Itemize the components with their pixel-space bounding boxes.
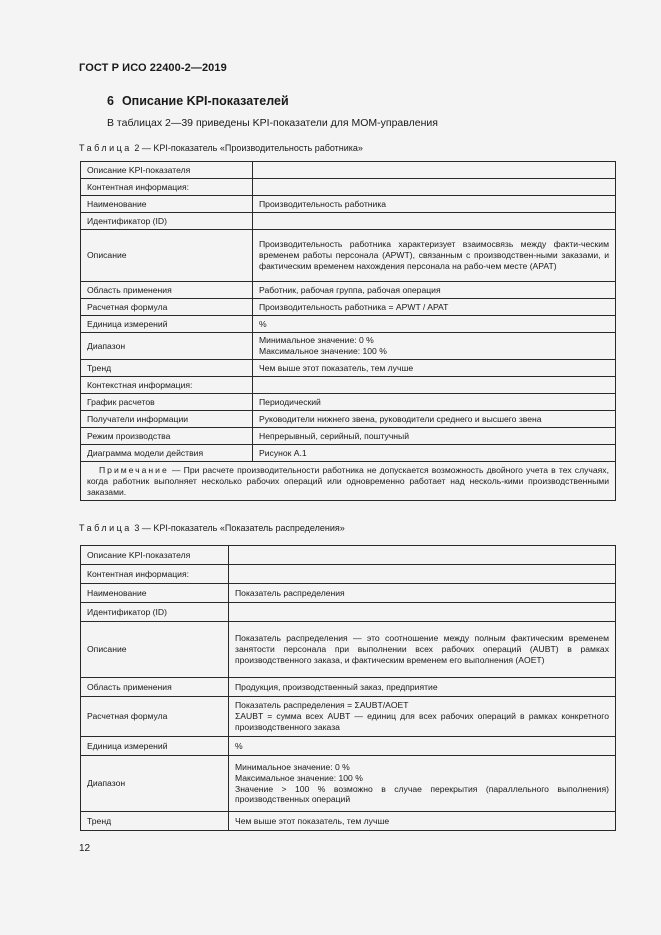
- row-value-cell: Руководители нижнего звена, руководители среднего и высшего звена: [253, 411, 616, 428]
- row-label-cell: Описание KPI-показателя: [81, 162, 253, 179]
- section-title: Описание KPI-показателей: [121, 94, 289, 108]
- row-label-cell: Получатели информации: [81, 411, 253, 428]
- table2: [80, 161, 616, 501]
- table-row: [81, 697, 616, 737]
- row-value-cell: Чем выше этот показатель, тем лучше: [253, 360, 616, 377]
- row-value-cell: Работник, рабочая группа, рабочая операция: [253, 282, 616, 299]
- row-label-cell: Режим производства: [81, 428, 253, 445]
- row-value-cell: %: [253, 316, 616, 333]
- row-label-cell: Наименование: [81, 584, 229, 603]
- table-row: [81, 213, 616, 230]
- row-label-cell: Единица измерений: [81, 737, 229, 756]
- row-value-cell: Минимальное значение: 0 % Максимальное значение: 100 % Значение > 100 % возможно в случае перекрытия (параллельного выполнения) производственных операций: [229, 756, 616, 812]
- row-value-cell: Производительность работника: [253, 196, 616, 213]
- table-row: [81, 360, 616, 377]
- table3-caption-text: 3 — KPI-показатель «Показатель распределения»: [134, 523, 345, 533]
- standard-header: ГОСТ Р ИСО 22400-2—2019: [79, 62, 227, 74]
- row-value-cell: Чем выше этот показатель, тем лучше: [229, 812, 616, 831]
- row-value-cell: Показатель распределения = ΣAUBT/AOET ΣAUBT = сумма всех AUBT — единиц для всех рабочих операций в рамках конкретного производственного заказа: [229, 697, 616, 737]
- table-row: [81, 812, 616, 831]
- row-label-cell: Расчетная формула: [81, 299, 253, 316]
- row-value-cell: Производительность работника характеризует взаимосвязь между факти-ческим временем работы персонала (APWT), связанным с производствен-ными заказами, и фактическим временем нахождения персонала на рабо-чем месте (APAT): [253, 230, 616, 282]
- table-row: [81, 179, 616, 196]
- note-label: Примечание: [99, 465, 169, 475]
- note-text: — При расчете производительности работника не допускается возможность двойного учета в тех случаях, когда работник выполняет несколько рабочих операций или одновременно работает над несколь-кими производственными заказами.: [87, 465, 609, 497]
- table-row: [81, 196, 616, 213]
- row-value-cell: Непрерывный, серийный, поштучный: [253, 428, 616, 445]
- row-label-cell: Диапазон: [81, 756, 229, 812]
- row-label-cell: Контекстная информация:: [81, 377, 253, 394]
- row-label-cell: Диаграмма модели действия: [81, 445, 253, 462]
- row-value-cell: Производительность работника = APWT / APAT: [253, 299, 616, 316]
- section-intro: В таблицах 2—39 приведены KPI-показатели для МОМ-управления: [107, 117, 438, 129]
- page-number: 12: [79, 843, 91, 854]
- row-value-cell: Минимальное значение: 0 % Максимальное значение: 100 %: [253, 333, 616, 360]
- row-value-cell: [253, 377, 616, 394]
- table-row: [81, 411, 616, 428]
- table2-caption-text: 2 — KPI-показатель «Производительность работника»: [134, 143, 363, 153]
- row-label-cell: Наименование: [81, 196, 253, 213]
- table3-caption: [79, 523, 345, 533]
- table-row: [81, 756, 616, 812]
- table-row: [81, 584, 616, 603]
- row-value-cell: Рисунок А.1: [253, 445, 616, 462]
- row-value-cell: [253, 213, 616, 230]
- row-label-cell: Идентификатор (ID): [81, 603, 229, 622]
- row-label-cell: Контентная информация:: [81, 565, 229, 584]
- table-row: [81, 445, 616, 462]
- table-row: [81, 299, 616, 316]
- row-value-cell: [229, 565, 616, 584]
- table-row: [81, 622, 616, 678]
- table-row: [81, 333, 616, 360]
- row-label-cell: Описание: [81, 230, 253, 282]
- row-value-cell: Периодический: [253, 394, 616, 411]
- row-value-cell: Показатель распределения — это соотношение между полным фактическим временем занятости персонала при выполнении всех рабочих операций (AUBT) в рамках производственного заказа, и фактическим временем его выполнения (AOET): [229, 622, 616, 678]
- row-label-cell: Расчетная формула: [81, 697, 229, 737]
- row-label-cell: Описание KPI-показателя: [81, 546, 229, 565]
- table-row: [81, 603, 616, 622]
- row-value-cell: [229, 603, 616, 622]
- row-label-cell: Контентная информация:: [81, 179, 253, 196]
- row-label-cell: Тренд: [81, 360, 253, 377]
- section-heading: [107, 94, 289, 108]
- row-label-cell: Область применения: [81, 678, 229, 697]
- row-value-cell: [253, 179, 616, 196]
- row-label-cell: Область применения: [81, 282, 253, 299]
- table-row: [81, 282, 616, 299]
- table-row: [81, 546, 616, 565]
- table-note-row: [81, 462, 616, 501]
- row-label-cell: Тренд: [81, 812, 229, 831]
- table-row: [81, 394, 616, 411]
- table-row: [81, 678, 616, 697]
- table-row: [81, 377, 616, 394]
- row-value-cell: Показатель распределения: [229, 584, 616, 603]
- table-row: [81, 230, 616, 282]
- table2-note: [81, 462, 616, 501]
- row-value-cell: [253, 162, 616, 179]
- table-row: [81, 428, 616, 445]
- row-value-cell: [229, 546, 616, 565]
- row-label-cell: Описание: [81, 622, 229, 678]
- table-row: [81, 737, 616, 756]
- table-row: [81, 565, 616, 584]
- row-value-cell: %: [229, 737, 616, 756]
- row-label-cell: Идентификатор (ID): [81, 213, 253, 230]
- table3: [80, 545, 616, 831]
- row-label-cell: Диапазон: [81, 333, 253, 360]
- row-label-cell: Единица измерений: [81, 316, 253, 333]
- table3-caption-word: Таблица: [79, 523, 132, 533]
- section-number: 6: [107, 94, 114, 108]
- row-label-cell: График расчетов: [81, 394, 253, 411]
- row-value-cell: Продукция, производственный заказ, предприятие: [229, 678, 616, 697]
- table-row: [81, 316, 616, 333]
- table2-caption-word: Таблица: [79, 143, 132, 153]
- table2-caption: [79, 143, 363, 153]
- table-row: [81, 162, 616, 179]
